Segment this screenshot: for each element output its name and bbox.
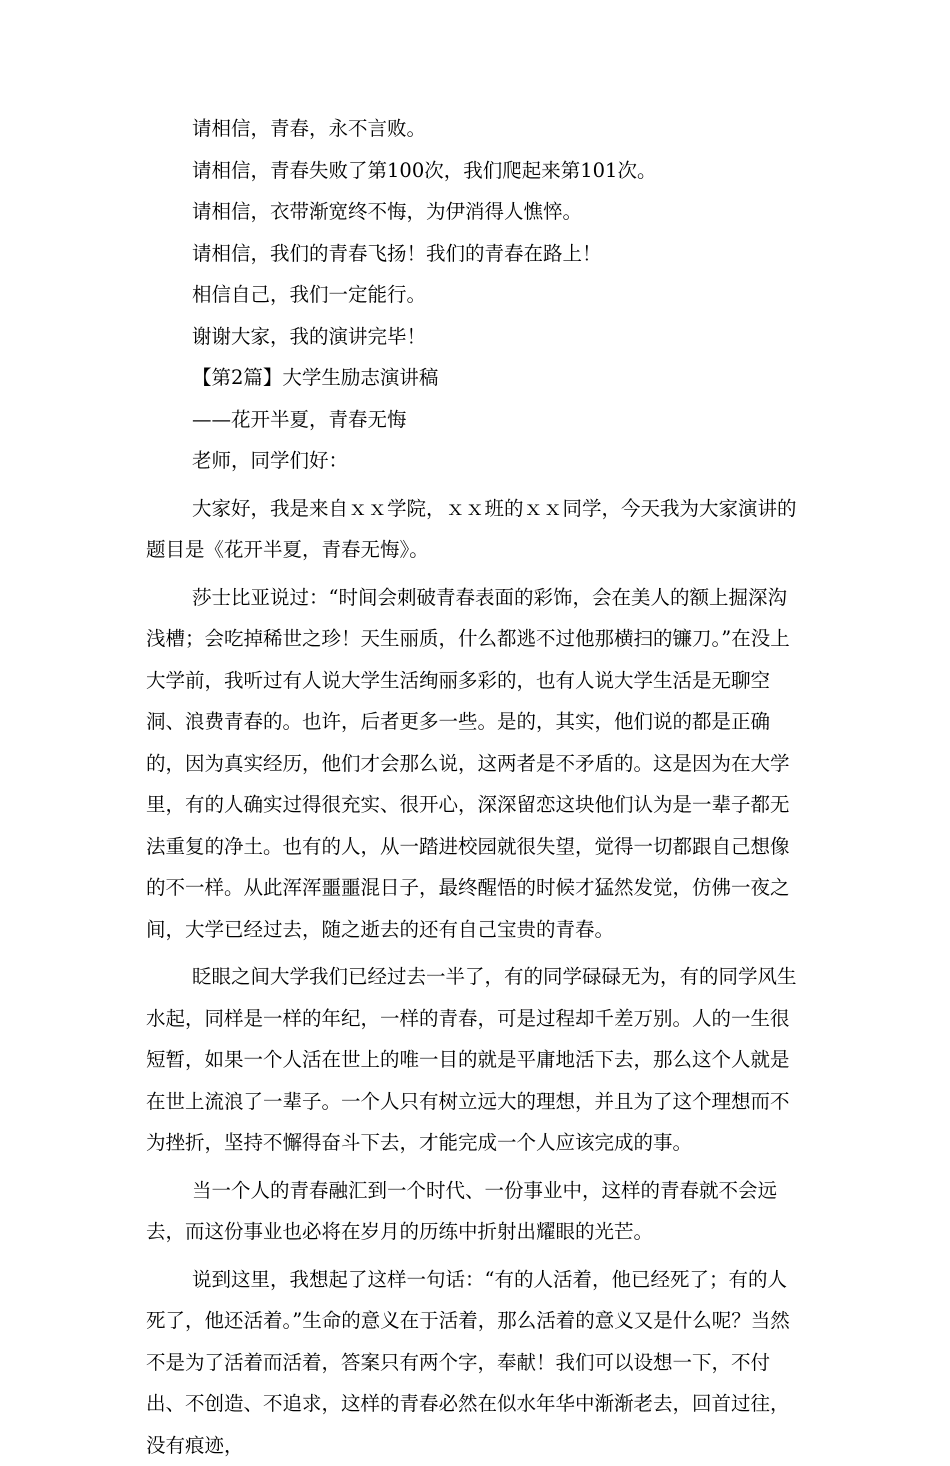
body-paragraph-meaning: 说到这里，我想起了这样一句话：“有的人活着，他已经死了；有的人死了，他还活着。”生命的意义在于活着，那么活着的意义又是什么呢？当然不是为了活着而活着，答案只有两个字，奉献！我们可以设想一下，不付出、不创造、不追求，这样的青春必然在似水年华中渐渐老去，回首过往，没有痕迹，: [146, 1259, 806, 1466]
body-paragraph-intro: 大家好，我是来自ｘｘ学院，ｘｘ班的ｘｘ同学，今天我为大家演讲的题目是《花开半夏，青春无悔》。: [146, 488, 806, 571]
closing-line-4: 请相信，我们的青春飞扬！我们的青春在路上！: [146, 233, 806, 275]
closing-line-5: 相信自己，我们一定能行。: [146, 274, 806, 316]
body-paragraph-shakespeare: 莎士比亚说过：“时间会刺破青春表面的彩饰，会在美人的额上掘深沟浅槽；会吃掉稀世之珍！天生丽质，什么都逃不过他那横扫的镰刀。”在没上大学前，我听过有人说大学生活绚丽多彩的，也有人说大学生活是无聊空洞、浪费青春的。也许，后者更多一些。是的，其实，他们说的都是正确的，因为真实经历，他们才会那么说，这两者是不矛盾的。这是因为在大学里，有的人确实过得很充实、很开心，深深留恋这块他们认为是一辈子都无法重复的净土。也有的人，从一踏进校园就很失望，觉得一切都跟自己想像的不一样。从此浑浑噩噩混日子，最终醒悟的时候才猛然发觉，仿佛一夜之间，大学已经过去，随之逝去的还有自己宝贵的青春。: [146, 577, 806, 951]
section-subtitle: ——花开半夏，青春无悔: [146, 399, 806, 441]
salutation: 老师，同学们好：: [146, 440, 806, 482]
body-paragraph-era: 当一个人的青春融汇到一个时代、一份事业中，这样的青春就不会远去，而这份事业也必将在岁月的历练中折射出耀眼的光芒。: [146, 1170, 806, 1253]
closing-line-6: 谢谢大家，我的演讲完毕！: [146, 316, 806, 358]
section-heading: 【第2篇】大学生励志演讲稿: [146, 357, 806, 399]
closing-line-1: 请相信，青春，永不言败。: [146, 108, 806, 150]
body-paragraph-half-way: 眨眼之间大学我们已经过去一半了，有的同学碌碌无为，有的同学风生水起，同样是一样的年纪，一样的青春，可是过程却千差万别。人的一生很短暂，如果一个人活在世上的唯一目的就是平庸地活下去，那么这个人就是在世上流浪了一辈子。一个人只有树立远大的理想，并且为了这个理想而不为挫折，坚持不懈得奋斗下去，才能完成一个人应该完成的事。: [146, 956, 806, 1164]
closing-line-3: 请相信，衣带渐宽终不悔，为伊消得人憔悴。: [146, 191, 806, 233]
closing-line-2: 请相信，青春失败了第100次，我们爬起来第101次。: [146, 150, 806, 192]
document-body: [146, 108, 806, 1466]
